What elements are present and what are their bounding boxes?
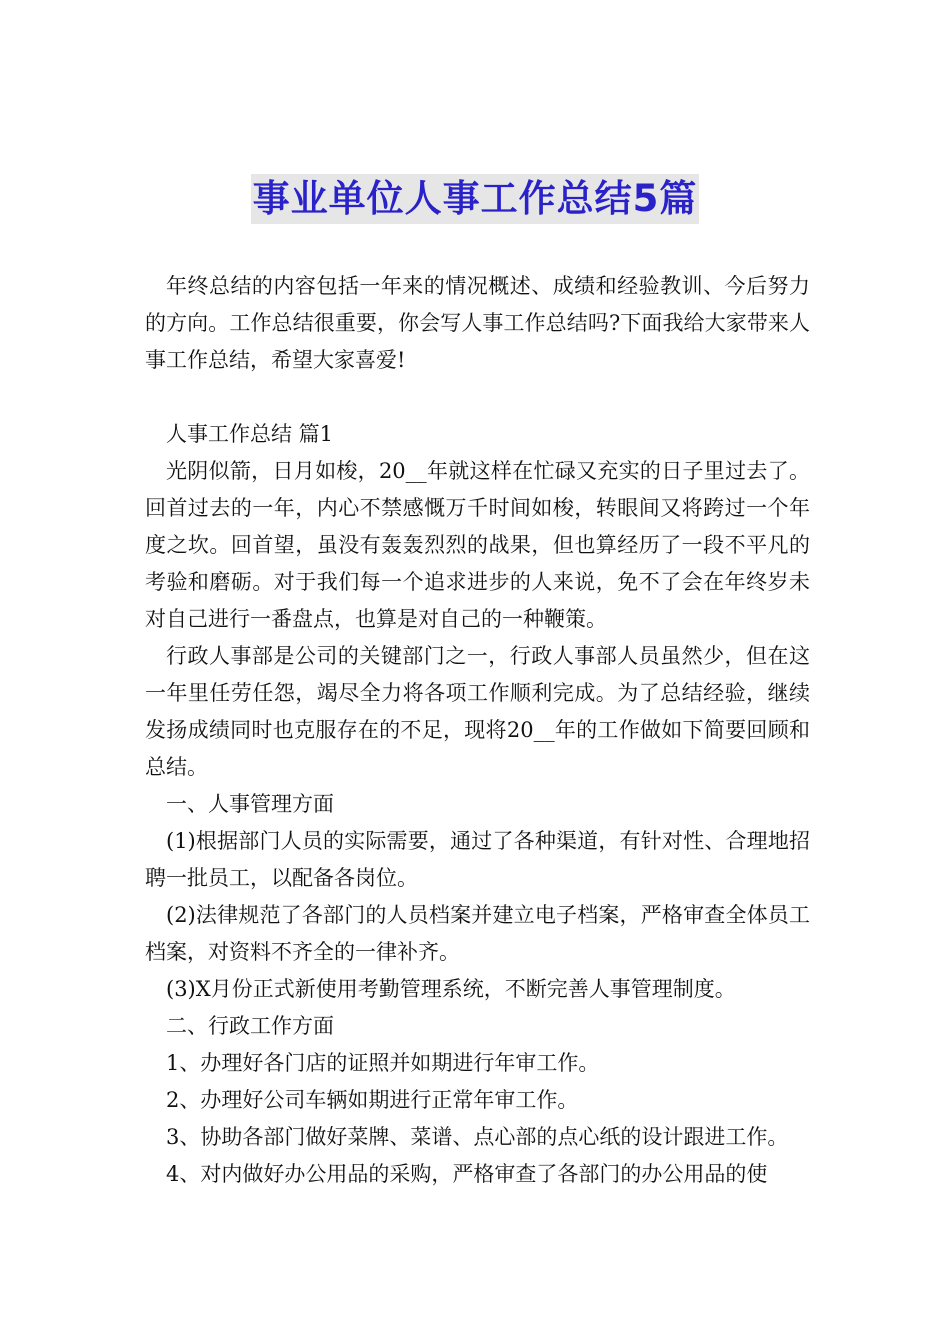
list-item: (2)法律规范了各部门的人员档案并建立电子档案，严格审查全体员工档案，对资料不齐全的一律补齐。 [145, 903, 810, 964]
list-item: (1)根据部门人员的实际需要，通过了各种渠道，有针对性、合理地招聘一批员工，以配备各岗位。 [145, 829, 810, 890]
body-paragraph: 行政人事部是公司的关键部门之一，行政人事部人员虽然少，但在这一年里任劳任怨，竭尽全力将各项工作顺利完成。为了总结经验，继续发扬成绩同时也克服存在的不足，现将20__年的工作做如下简要回顾和总结。 [145, 644, 810, 779]
section-heading: 人事工作总结 篇1 [166, 422, 334, 446]
list-item: (3)X月份正式新使用考勤管理系统，不断完善人事管理制度。 [166, 977, 736, 1001]
document-title: 事业单位人事工作总结5篇 [251, 174, 700, 224]
list-item: 4、对内做好办公用品的采购，严格审查了各部门的办公用品的使 [166, 1162, 768, 1186]
subheading-personnel: 一、人事管理方面 [166, 792, 334, 816]
intro-paragraph: 年终总结的内容包括一年来的情况概述、成绩和经验教训、今后努力的方向。工作总结很重要，你会写人事工作总结吗?下面我给大家带来人事工作总结，希望大家喜爱! [145, 274, 810, 372]
subheading-administration: 二、行政工作方面 [166, 1014, 334, 1038]
list-item: 1、办理好各门店的证照并如期进行年审工作。 [166, 1051, 600, 1075]
body-paragraph: 光阴似箭，日月如梭，20__年就这样在忙碌又充实的日子里过去了。回首过去的一年，内心不禁感慨万千时间如梭，转眼间又将跨过一个年度之坎。回首望，虽没有轰轰烈烈的战果，但也算经历了一段不平凡的考验和磨砺。对于我们每一个追求进步的人来说，免不了会在年终岁未对自己进行一番盘点，也算是对自己的一种鞭策。 [145, 459, 810, 631]
document-body [145, 268, 810, 1193]
list-item: 3、协助各部门做好菜牌、菜谱、点心部的点心纸的设计跟进工作。 [166, 1125, 789, 1149]
list-item: 2、办理好公司车辆如期进行正常年审工作。 [166, 1088, 579, 1112]
title-container [0, 174, 950, 224]
